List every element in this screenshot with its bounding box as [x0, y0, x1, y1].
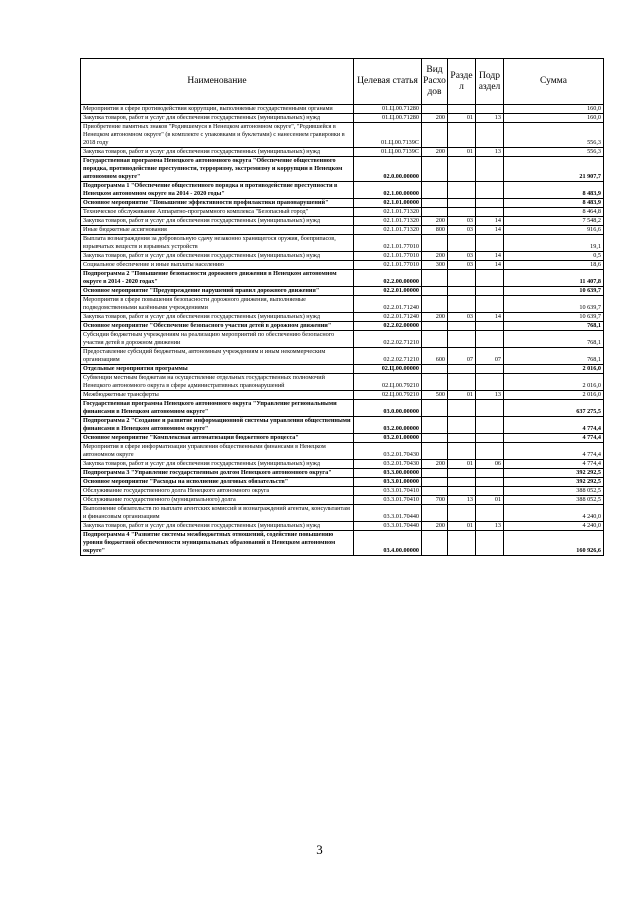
cell-sum: 768,1	[504, 322, 604, 331]
cell-sum: 160,0	[504, 105, 604, 114]
cell-subsection: 13	[476, 522, 504, 531]
cell-section	[448, 123, 476, 148]
cell-target-article: 02.1.01.71320	[354, 217, 422, 226]
cell-expense-type	[422, 478, 448, 487]
cell-target-article: 01.Ц.00.7139С	[354, 148, 422, 157]
cell-expense-type	[422, 208, 448, 217]
cell-subsection	[476, 469, 504, 478]
cell-section: 13	[448, 496, 476, 505]
cell-name: Обслуживание государственного (муниципального) долга	[81, 496, 354, 505]
cell-sum: 2 016,0	[504, 365, 604, 374]
table-row	[81, 348, 604, 365]
cell-section	[448, 157, 476, 182]
cell-sum: 10 639,7	[504, 287, 604, 296]
table-row	[81, 391, 604, 400]
cell-subsection	[476, 199, 504, 208]
cell-subsection: 14	[476, 226, 504, 235]
cell-sum: 556,3	[504, 123, 604, 148]
cell-name: Межбюджетные трансферты	[81, 391, 354, 400]
cell-subsection	[476, 331, 504, 348]
cell-name: Выплата вознаграждения за добровольную сдачу незаконно хранящегося оружия, боеприпасов, взрывчатых веществ и взрывных устройств	[81, 235, 354, 252]
cell-target-article: 02.1.01.71320	[354, 208, 422, 217]
cell-sum: 11 407,8	[504, 270, 604, 287]
cell-subsection: 14	[476, 252, 504, 261]
cell-target-article: 02.2.01.71240	[354, 313, 422, 322]
cell-expense-type	[422, 434, 448, 443]
table-row	[81, 496, 604, 505]
cell-expense-type	[422, 400, 448, 417]
cell-section: 01	[448, 114, 476, 123]
cell-sum: 18,6	[504, 261, 604, 270]
cell-name: Субвенции местным бюджетам на осуществление отдельных государственных полномочий Ненецкого автономного округа в сфере административных правонарушений	[81, 374, 354, 391]
cell-name: Государственная программа Ненецкого автономного округа "Управление региональными финансами в Ненецком автономном округе"	[81, 400, 354, 417]
cell-name: Закупка товаров, работ и услуг для обеспечения государственных (муниципальных) нужд	[81, 522, 354, 531]
cell-sum: 4 774,4	[504, 417, 604, 434]
cell-name: Предоставление субсидий бюджетным, автономным учреждениям и иным некоммерческим организациям	[81, 348, 354, 365]
cell-section	[448, 105, 476, 114]
cell-subsection	[476, 400, 504, 417]
cell-section	[448, 374, 476, 391]
cell-target-article: 02.Ц.00.00000	[354, 365, 422, 374]
cell-target-article: 03.2.01.70430	[354, 443, 422, 460]
cell-name: Закупка товаров, работ и услуг для обеспечения государственных (муниципальных) нужд	[81, 252, 354, 261]
cell-subsection	[476, 208, 504, 217]
cell-subsection	[476, 322, 504, 331]
cell-expense-type	[422, 322, 448, 331]
header-subsection: Подр аздел	[476, 59, 504, 105]
cell-target-article: 03.3.00.00000	[354, 469, 422, 478]
cell-name: Основное мероприятие "Повышение эффективности профилактики правонарушений"	[81, 199, 354, 208]
table-row	[81, 374, 604, 391]
cell-subsection	[476, 478, 504, 487]
cell-subsection	[476, 505, 504, 522]
cell-name: Мероприятия в сфере противодействия коррупции, выполняемые государственными органами	[81, 105, 354, 114]
cell-subsection: 07	[476, 348, 504, 365]
table-row	[81, 217, 604, 226]
cell-expense-type	[422, 469, 448, 478]
cell-expense-type	[422, 531, 448, 556]
cell-target-article: 02.1.00.00000	[354, 182, 422, 199]
table-row	[81, 365, 604, 374]
cell-expense-type: 200	[422, 114, 448, 123]
table-row	[81, 235, 604, 252]
cell-sum: 8 464,8	[504, 208, 604, 217]
cell-subsection	[476, 374, 504, 391]
cell-subsection	[476, 487, 504, 496]
cell-target-article: 02.2.02.71210	[354, 331, 422, 348]
cell-section	[448, 365, 476, 374]
cell-section: 03	[448, 313, 476, 322]
cell-sum: 2 016,0	[504, 374, 604, 391]
cell-target-article: 03.2.01.70430	[354, 460, 422, 469]
cell-name: Приобретение памятных знаков "Родившемуся в Ненецком автономном округе", "Родившейся в Ненецком автономном округе" (в комплекте с упаковками и буклетами) с нанесением гравировки в 2018 году	[81, 123, 354, 148]
cell-sum: 388 052,5	[504, 496, 604, 505]
cell-section	[448, 400, 476, 417]
table-row	[81, 460, 604, 469]
cell-sum: 392 292,5	[504, 469, 604, 478]
cell-name: Отдельные мероприятия программы	[81, 365, 354, 374]
cell-sum: 4 240,0	[504, 505, 604, 522]
table-row	[81, 531, 604, 556]
table-body	[81, 105, 604, 556]
cell-section	[448, 487, 476, 496]
header-section: Разде л	[448, 59, 476, 105]
cell-sum: 768,1	[504, 331, 604, 348]
cell-name: Иные бюджетные ассигнования	[81, 226, 354, 235]
cell-subsection: 13	[476, 391, 504, 400]
cell-section	[448, 199, 476, 208]
header-name: Наименование	[81, 59, 354, 105]
cell-target-article: 03.2.00.00000	[354, 417, 422, 434]
cell-name: Закупка товаров, работ и услуг для обеспечения государственных (муниципальных) нужд	[81, 313, 354, 322]
cell-expense-type	[422, 331, 448, 348]
cell-name: Основное мероприятие "Предупреждение нарушений правил дорожного движения"	[81, 287, 354, 296]
cell-sum: 392 292,5	[504, 478, 604, 487]
table-row	[81, 252, 604, 261]
cell-name: Закупка товаров, работ и услуг для обеспечения государственных (муниципальных) нужд	[81, 460, 354, 469]
cell-subsection: 13	[476, 114, 504, 123]
cell-expense-type: 200	[422, 217, 448, 226]
cell-expense-type: 700	[422, 496, 448, 505]
cell-name: Мероприятия в сфере повышения безопасности дорожного движения, выполняемые подведомственными казёнными учреждениями	[81, 296, 354, 313]
cell-expense-type	[422, 270, 448, 287]
cell-sum: 19,1	[504, 235, 604, 252]
cell-sum: 556,3	[504, 148, 604, 157]
cell-sum: 0,5	[504, 252, 604, 261]
cell-expense-type	[422, 505, 448, 522]
cell-target-article: 02.1.01.77010	[354, 252, 422, 261]
cell-expense-type: 600	[422, 348, 448, 365]
cell-name: Подпрограмма 3 "Управление государственным долгом Ненецкого автономного округа"	[81, 469, 354, 478]
cell-section	[448, 322, 476, 331]
cell-section	[448, 478, 476, 487]
cell-target-article: 02.Ц.00.79210	[354, 374, 422, 391]
cell-sum: 4 774,4	[504, 443, 604, 460]
cell-target-article: 02.2.02.71210	[354, 348, 422, 365]
cell-subsection	[476, 434, 504, 443]
cell-sum: 7 548,2	[504, 217, 604, 226]
cell-target-article: 02.1.01.77010	[354, 261, 422, 270]
cell-expense-type: 200	[422, 148, 448, 157]
cell-target-article: 03.3.01.70440	[354, 522, 422, 531]
cell-expense-type	[422, 296, 448, 313]
cell-subsection	[476, 531, 504, 556]
cell-sum: 160 926,6	[504, 531, 604, 556]
table-row	[81, 478, 604, 487]
table-row	[81, 487, 604, 496]
cell-subsection	[476, 123, 504, 148]
cell-name: Закупка товаров, работ и услуг для обеспечения государственных (муниципальных) нужд	[81, 114, 354, 123]
cell-name: Социальное обеспечение и иные выплаты населению	[81, 261, 354, 270]
cell-expense-type	[422, 105, 448, 114]
cell-target-article: 03.3.01.70410	[354, 496, 422, 505]
table-row	[81, 400, 604, 417]
cell-section: 07	[448, 348, 476, 365]
table-row	[81, 287, 604, 296]
cell-section	[448, 331, 476, 348]
cell-expense-type	[422, 123, 448, 148]
cell-expense-type	[422, 235, 448, 252]
cell-expense-type	[422, 157, 448, 182]
cell-name: Техническое обслуживание Аппаратно-программного комплекса "Безопасный город"	[81, 208, 354, 217]
cell-sum: 388 052,5	[504, 487, 604, 496]
cell-expense-type	[422, 199, 448, 208]
cell-sum: 4 774,4	[504, 460, 604, 469]
cell-name: Закупка товаров, работ и услуг для обеспечения государственных (муниципальных) нужд	[81, 217, 354, 226]
cell-subsection: 14	[476, 217, 504, 226]
cell-sum: 21 907,7	[504, 157, 604, 182]
cell-name: Подпрограмма 2 "Повышение безопасности дорожного движения в Ненецком автономном округе в 2014 - 2020 годах"	[81, 270, 354, 287]
cell-section	[448, 270, 476, 287]
cell-section	[448, 287, 476, 296]
table-row	[81, 322, 604, 331]
table-row	[81, 443, 604, 460]
cell-section: 03	[448, 226, 476, 235]
cell-name: Выполнение обязательств по выплате агентских комиссий и вознаграждений агентам, консультантам и финансовым организациям	[81, 505, 354, 522]
cell-subsection	[476, 270, 504, 287]
table-row	[81, 331, 604, 348]
table-row	[81, 469, 604, 478]
cell-expense-type: 200	[422, 460, 448, 469]
cell-target-article: 02.2.02.00000	[354, 322, 422, 331]
table-row	[81, 313, 604, 322]
cell-target-article: 03.3.01.70410	[354, 487, 422, 496]
cell-target-article: 03.0.00.00000	[354, 400, 422, 417]
cell-subsection	[476, 235, 504, 252]
cell-target-article: 01.Ц.00.7139С	[354, 123, 422, 148]
cell-subsection: 01	[476, 496, 504, 505]
cell-target-article: 02.0.00.00000	[354, 157, 422, 182]
cell-name: Подпрограмма 4 "Развитие системы межбюджетных отношений, содействие повышению уровня бюджетной обеспеченности муниципальных образований в Ненецком автономном округе"	[81, 531, 354, 556]
cell-subsection	[476, 105, 504, 114]
header-target-article: Целевая статья	[354, 59, 422, 105]
cell-subsection	[476, 182, 504, 199]
cell-expense-type	[422, 374, 448, 391]
cell-name: Подпрограмма 2 "Создание и развитие информационной системы управления общественными финансами в Ненецком автономном округе"	[81, 417, 354, 434]
cell-section	[448, 434, 476, 443]
cell-subsection	[476, 157, 504, 182]
cell-sum: 637 275,5	[504, 400, 604, 417]
cell-section: 01	[448, 391, 476, 400]
table-row	[81, 157, 604, 182]
cell-subsection: 06	[476, 460, 504, 469]
cell-section: 03	[448, 252, 476, 261]
cell-expense-type: 500	[422, 391, 448, 400]
cell-expense-type: 200	[422, 313, 448, 322]
table-row	[81, 105, 604, 114]
cell-sum: 4 774,4	[504, 434, 604, 443]
cell-section: 01	[448, 148, 476, 157]
cell-target-article: 02.2.01.00000	[354, 287, 422, 296]
cell-expense-type: 300	[422, 261, 448, 270]
cell-name: Мероприятия в сфере информатизации управления общественными финансами в Ненецком автономном округе	[81, 443, 354, 460]
cell-sum: 8 483,9	[504, 182, 604, 199]
cell-sum: 160,0	[504, 114, 604, 123]
cell-target-article: 03.4.00.00000	[354, 531, 422, 556]
cell-target-article: 02.1.01.00000	[354, 199, 422, 208]
table-row	[81, 417, 604, 434]
cell-subsection	[476, 417, 504, 434]
cell-subsection	[476, 443, 504, 460]
cell-expense-type	[422, 487, 448, 496]
cell-target-article: 03.3.01.70440	[354, 505, 422, 522]
cell-target-article: 02.1.01.71320	[354, 226, 422, 235]
cell-target-article: 02.2.00.00000	[354, 270, 422, 287]
cell-sum: 916,6	[504, 226, 604, 235]
table-row	[81, 296, 604, 313]
table-row	[81, 114, 604, 123]
cell-sum: 4 240,0	[504, 522, 604, 531]
cell-sum: 8 483,9	[504, 199, 604, 208]
cell-expense-type	[422, 182, 448, 199]
header-sum: Сумма	[504, 59, 604, 105]
cell-expense-type	[422, 365, 448, 374]
cell-name: Закупка товаров, работ и услуг для обеспечения государственных (муниципальных) нужд	[81, 148, 354, 157]
table-row	[81, 226, 604, 235]
cell-name: Основное мероприятие "Расходы на исполнение долговых обязательств"	[81, 478, 354, 487]
cell-section: 01	[448, 522, 476, 531]
cell-sum: 10 639,7	[504, 296, 604, 313]
cell-target-article: 01.Ц.00.71280	[354, 114, 422, 123]
cell-name: Основное мероприятие "Комплексная автоматизация бюджетного процесса"	[81, 434, 354, 443]
cell-sum: 2 016,0	[504, 391, 604, 400]
cell-section	[448, 182, 476, 199]
cell-name: Обслуживание государственного долга Ненецкого автономного округа	[81, 487, 354, 496]
cell-target-article: 03.3.01.00000	[354, 478, 422, 487]
cell-section	[448, 208, 476, 217]
cell-section	[448, 443, 476, 460]
cell-expense-type	[422, 287, 448, 296]
table-row	[81, 270, 604, 287]
cell-subsection: 14	[476, 313, 504, 322]
cell-name: Подпрограмма 1 "Обеспечение общественного порядка и противодействие преступности в Ненецком автономном округе на 2014 - 2020 годы"	[81, 182, 354, 199]
cell-subsection	[476, 296, 504, 313]
table-row	[81, 123, 604, 148]
cell-section	[448, 531, 476, 556]
cell-section	[448, 296, 476, 313]
cell-section: 01	[448, 460, 476, 469]
cell-section: 03	[448, 261, 476, 270]
page-number: 3	[316, 842, 323, 857]
cell-target-article: 02.Ц.00.79210	[354, 391, 422, 400]
cell-subsection: 14	[476, 261, 504, 270]
table-row	[81, 182, 604, 199]
cell-name: Государственная программа Ненецкого автономного округа "Обеспечение общественного порядка, противодействие преступности, терроризму, экстремизму и коррупции в Ненецком автономном округе"	[81, 157, 354, 182]
cell-target-article: 03.2.01.00000	[354, 434, 422, 443]
cell-expense-type: 200	[422, 522, 448, 531]
table-header-row	[81, 59, 604, 105]
cell-subsection: 13	[476, 148, 504, 157]
table-row	[81, 522, 604, 531]
cell-section	[448, 235, 476, 252]
table-row	[81, 434, 604, 443]
cell-sum: 10 639,7	[504, 313, 604, 322]
cell-section	[448, 505, 476, 522]
table-row	[81, 208, 604, 217]
cell-expense-type	[422, 417, 448, 434]
cell-name: Основное мероприятие "Обеспечение безопасного участия детей в дорожном движении"	[81, 322, 354, 331]
cell-target-article: 01.Ц.00.71280	[354, 105, 422, 114]
cell-expense-type: 200	[422, 252, 448, 261]
budget-table	[80, 58, 604, 556]
cell-subsection	[476, 365, 504, 374]
cell-target-article: 02.2.01.71240	[354, 296, 422, 313]
cell-sum: 768,1	[504, 348, 604, 365]
table-row	[81, 505, 604, 522]
table-row	[81, 148, 604, 157]
table-row	[81, 199, 604, 208]
cell-section	[448, 417, 476, 434]
cell-target-article: 02.1.01.77010	[354, 235, 422, 252]
cell-name: Субсидии бюджетным учреждениям на реализацию мероприятий по обеспечению безопасного участия детей в дорожном движении	[81, 331, 354, 348]
cell-expense-type: 800	[422, 226, 448, 235]
table-row	[81, 261, 604, 270]
cell-expense-type	[422, 443, 448, 460]
cell-section: 03	[448, 217, 476, 226]
cell-section	[448, 469, 476, 478]
header-expense-type: Вид Расхо дов	[422, 59, 448, 105]
cell-subsection	[476, 287, 504, 296]
